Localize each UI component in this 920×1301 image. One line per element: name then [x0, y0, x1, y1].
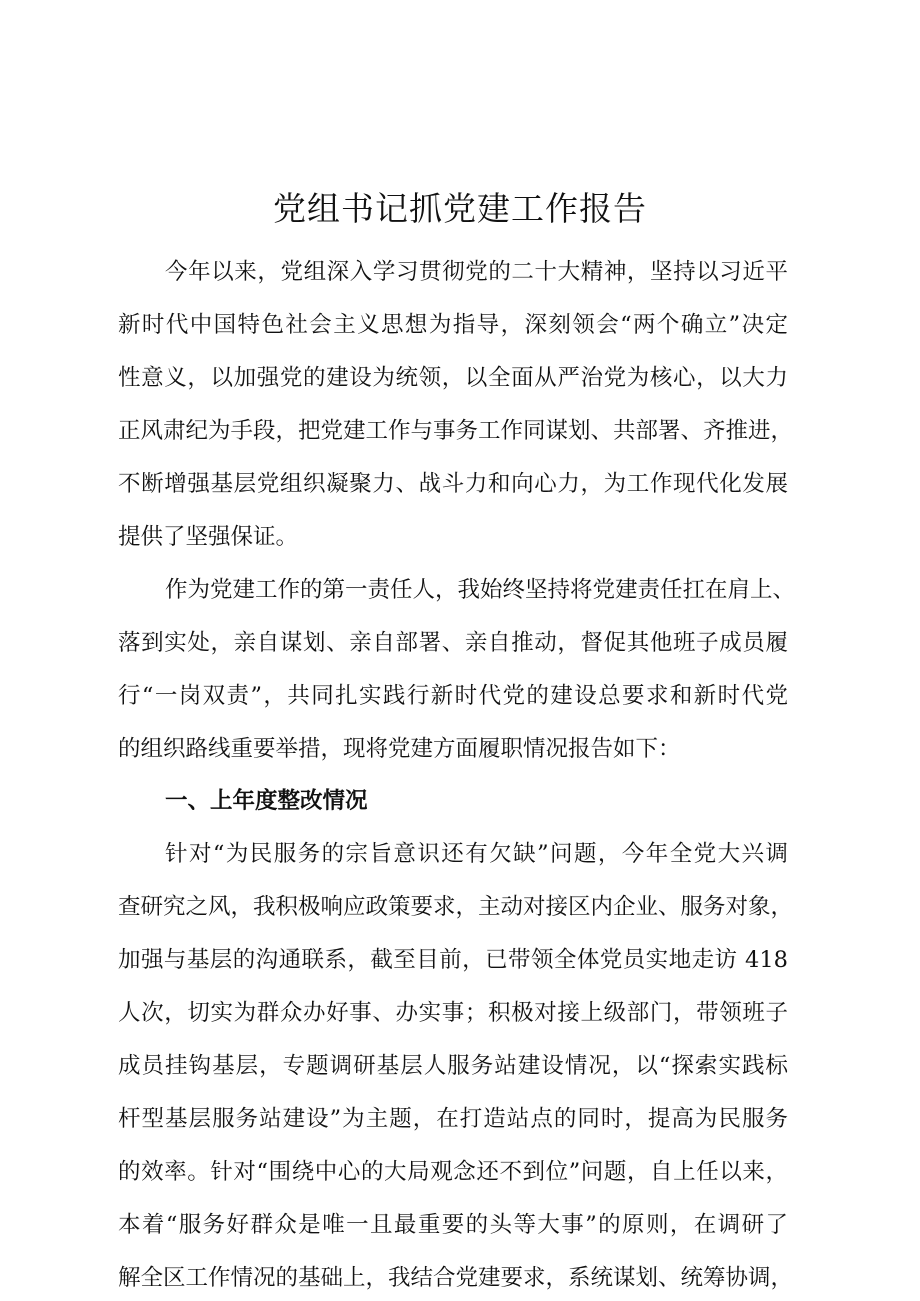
paragraph-2-line-3: 行“一岗双责”，共同扎实践行新时代党的建设总要求和新时代党: [118, 683, 788, 709]
paragraph-3-line-9: 解全区工作情况的基础上，我结合党建要求，系统谋划、统筹协调，: [118, 1265, 794, 1291]
paragraph-3-line-2: 查研究之风，我积极响应政策要求，主动对接区内企业、服务对象，: [118, 894, 794, 920]
paragraph-2-line-2: 落到实处，亲自谋划、亲自部署、亲自推动，督促其他班子成员履: [118, 630, 788, 656]
paragraph-3-line-6: 杆型基层服务站建设”为主题，在打造站点的同时，提高为民服务: [118, 1106, 788, 1132]
paragraph-1-line-5: 不断增强基层党组织凝聚力、战斗力和向心力，为工作现代化发展: [118, 471, 788, 497]
paragraph-1-line-3: 性意义，以加强党的建设为统领，以全面从严治党为核心，以大力: [118, 365, 788, 391]
paragraph-2-line-1: 作为党建工作的第一责任人，我始终坚持将党建责任扛在肩上、: [165, 577, 796, 603]
paragraph-1-line-2: 新时代中国特色社会主义思想为指导，深刻领会“两个确立”决定: [118, 312, 788, 338]
paragraph-3-line-4: 人次，切实为群众办好事、办实事；积极对接上级部门，带领班子: [118, 1000, 788, 1026]
paragraph-1-line-6: 提供了坚强保证。: [118, 524, 299, 550]
paragraph-3-line-7: 的效率。针对“围绕中心的大局观念还不到位”问题，自上任以来，: [118, 1159, 788, 1185]
paragraph-1-line-1: 今年以来，党组深入学习贯彻党的二十大精神，坚持以习近平: [165, 259, 788, 285]
paragraph-3-line-8: 本着“服务好群众是唯一且最重要的头等大事”的原则，在调研了: [118, 1212, 788, 1238]
section-heading-1: 一、上年度整改情况: [165, 788, 368, 814]
paragraph-2-line-4: 的组织路线重要举措，现将党建方面履职情况报告如下：: [118, 736, 681, 762]
paragraph-3-line-1: 针对“为民服务的宗旨意识还有欠缺”问题，今年全党大兴调: [165, 841, 788, 867]
document-title: 党组书记抓党建工作报告: [273, 189, 647, 228]
paragraph-3-line-3: 加强与基层的沟通联系，截至目前，已带领全体党员实地走访 418: [118, 947, 788, 973]
paragraph-1-line-4: 正风肃纪为手段，把党建工作与事务工作同谋划、共部署、齐推进，: [118, 418, 794, 444]
paragraph-3-line-5: 成员挂钩基层，专题调研基层人服务站建设情况，以“探索实践标: [118, 1053, 788, 1079]
